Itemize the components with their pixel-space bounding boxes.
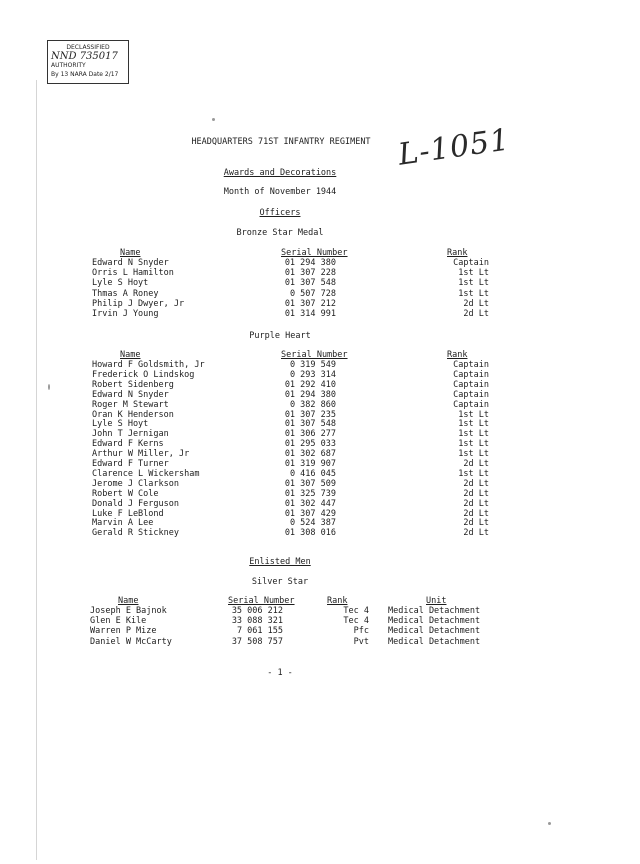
row-name: Orris L Hamilton [92,268,174,279]
column-header-rank: Rank [327,596,348,606]
subtitle: Awards and Decorations [223,168,337,178]
row-name: Oran K Henderson [92,409,174,420]
row-name: Edward F Turner [92,459,169,469]
row-rank: 1st Lt [458,468,489,479]
row-name: Daniel W McCarty [90,636,172,647]
row-name: Irvin J Young [92,309,159,319]
row-name: Clarence L Wickersham [92,468,200,479]
row-serial: 01 307 548 [284,419,336,430]
row-serial: 7 061 155 [236,626,283,637]
row-serial: 01 295 033 [284,439,336,450]
row-rank: 2d Lt [463,459,489,469]
handwritten-number: L-1051 [396,122,513,173]
row-name: Luke F LeBlond [92,508,164,519]
row-rank: 1st Lt [458,449,489,460]
page-margin-line [36,80,37,860]
row-serial: 33 088 321 [231,616,283,627]
row-rank: 1st Lt [458,278,489,289]
row-serial: 37 508 757 [231,636,283,647]
row-serial: 0 293 314 [289,369,336,380]
officers-heading: Officers [259,208,301,218]
row-unit: Medical Detachment [388,636,481,647]
row-name: Warren P Mize [90,626,157,637]
row-rank: 1st Lt [458,409,489,420]
row-rank: Pvt [353,636,369,647]
row-serial: 01 307 509 [284,478,336,489]
row-rank: 2d Lt [463,508,489,519]
row-serial: 01 307 235 [284,409,336,420]
row-serial: 0 507 728 [289,288,336,299]
row-rank: 2d Lt [463,518,489,529]
row-serial: 01 302 687 [284,449,336,460]
bronze-star-title: Bronze Star Medal [236,228,324,238]
stamp-line-2: NND 735017 [51,51,118,62]
row-name: Edward N Snyder [92,258,169,268]
purple-heart-title: Purple Heart [249,331,311,341]
row-rank: 2d Lt [463,498,489,509]
row-rank: 2d Lt [463,488,489,499]
row-rank: 1st Lt [458,419,489,430]
row-serial: 01 307 548 [284,278,336,289]
row-name: John T Jernigan [92,429,169,440]
row-serial: 01 319 907 [284,459,336,469]
row-unit: Medical Detachment [388,626,481,637]
paper-speck [48,384,50,390]
row-name: Edward N Snyder [92,389,169,400]
row-name: Glen E Kile [90,616,147,627]
page-number: - 1 - [267,668,293,678]
column-header-serial: Serial Number [281,248,348,258]
row-rank: Captain [453,369,489,380]
row-rank: Captain [453,379,489,390]
row-name: Thmas A Roney [92,288,159,299]
row-name: Lyle S Hoyt [92,419,149,430]
row-rank: Captain [453,399,489,410]
row-serial: 01 302 447 [284,498,336,509]
row-rank: Tec 4 [343,606,369,616]
month-line: Month of November 1944 [223,187,337,197]
row-unit: Medical Detachment [388,606,481,616]
row-unit: Medical Detachment [388,616,481,627]
column-header-serial: Serial Number [228,596,295,606]
row-rank: Captain [453,360,489,370]
row-name: Lyle S Hoyt [92,278,149,289]
row-rank: 2d Lt [463,309,489,319]
enlisted-heading: Enlisted Men [249,557,311,567]
row-rank: Tec 4 [343,616,369,627]
row-name: Donald J Ferguson [92,498,179,509]
row-name: Arthur W Miller, Jr [92,449,190,460]
row-serial: 01 325 739 [284,488,336,499]
row-rank: Captain [453,389,489,400]
column-header-serial: Serial Number [281,350,348,360]
row-serial: 0 416 045 [289,468,336,479]
stamp-line-4: By 13 NARA Date 2/17 [51,71,119,78]
row-serial: 0 319 549 [289,360,336,370]
column-header-name: Name [120,248,141,258]
declassified-stamp [47,40,129,84]
row-name: Howard F Goldsmith, Jr [92,360,205,370]
row-rank: Captain [453,258,489,268]
row-serial: 01 314 991 [284,309,336,319]
column-header-unit: Unit [426,596,447,606]
row-serial: 01 292 410 [284,379,336,390]
row-serial: 01 294 380 [284,258,336,268]
paper-speck [548,822,551,825]
stamp-line-1: DECLASSIFIED [66,44,110,51]
column-header-rank: Rank [447,350,468,360]
row-serial: 01 294 380 [284,389,336,400]
row-name: Edward F Kerns [92,439,164,450]
row-serial: 0 524 387 [289,518,336,529]
row-rank: Pfc [353,626,369,637]
row-name: Joseph E Bajnok [90,606,167,616]
row-rank: 2d Lt [463,298,489,309]
row-serial: 35 006 212 [231,606,283,616]
column-header-name: Name [120,350,141,360]
row-name: Gerald R Stickney [92,528,179,539]
row-serial: 01 308 016 [284,528,336,539]
row-rank: 2d Lt [463,478,489,489]
row-rank: 1st Lt [458,268,489,279]
column-header-name: Name [118,596,139,606]
silver-star-title: Silver Star [251,577,309,587]
row-name: Frederick O Lindskog [92,369,195,380]
column-header-rank: Rank [447,248,468,258]
stamp-line-3: AUTHORITY [51,62,86,69]
row-name: Robert W Cole [92,488,159,499]
row-serial: 0 382 860 [289,399,336,410]
row-serial: 01 307 429 [284,508,336,519]
row-rank: 2d Lt [463,528,489,539]
row-rank: 1st Lt [458,288,489,299]
row-serial: 01 306 277 [284,429,336,440]
row-name: Philip J Dwyer, Jr [92,298,185,309]
row-name: Robert Sidenberg [92,379,174,390]
row-rank: 1st Lt [458,429,489,440]
row-name: Marvin A Lee [92,518,154,529]
paper-speck [212,118,215,121]
row-serial: 01 307 228 [284,268,336,279]
row-name: Jerome J Clarkson [92,478,179,489]
row-rank: 1st Lt [458,439,489,450]
row-name: Roger M Stewart [92,399,169,410]
header-title: HEADQUARTERS 71ST INFANTRY REGIMENT [191,137,371,147]
row-serial: 01 307 212 [284,298,336,309]
